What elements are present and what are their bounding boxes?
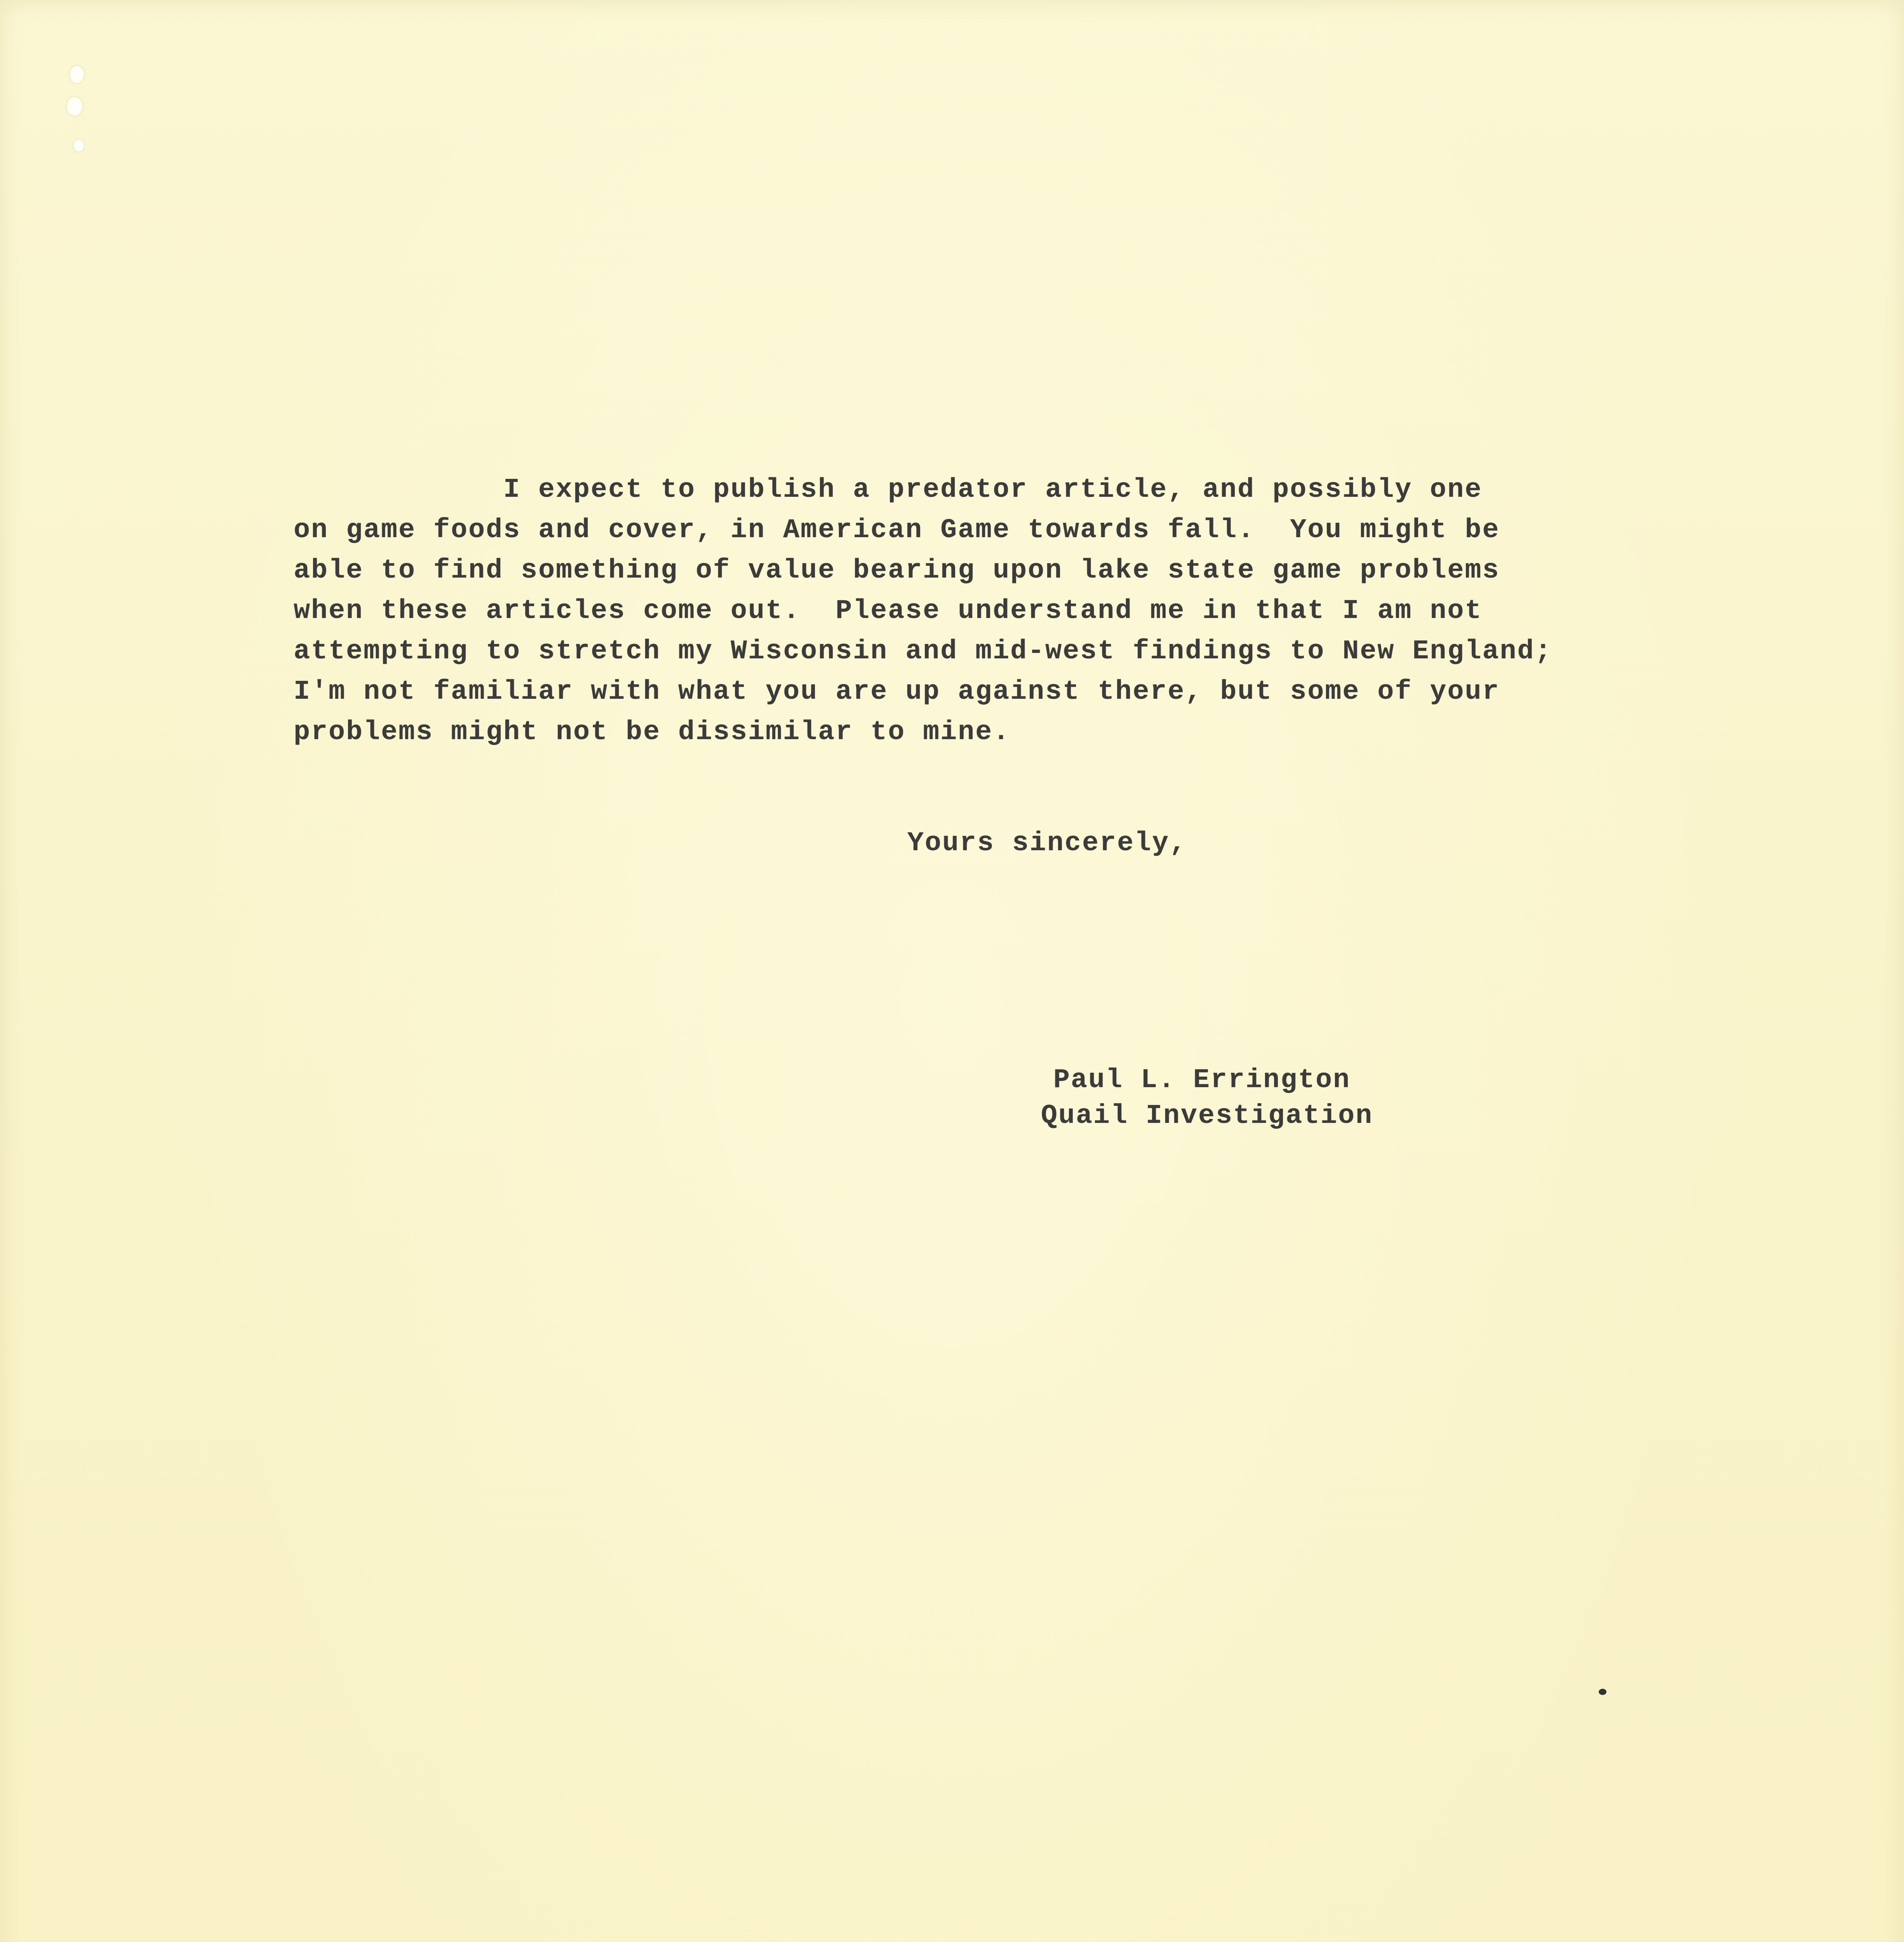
body-line: when these articles come out. Please understand me in that I am not xyxy=(294,596,1483,626)
letter-body xyxy=(294,470,1614,753)
body-line: attempting to stretch my Wisconsin and mid-west findings to New England; xyxy=(294,636,1552,667)
punch-hole-mark xyxy=(70,66,84,83)
ink-dot-mark xyxy=(1599,1689,1606,1695)
body-line: I'm not familiar with what you are up against there, but some of your xyxy=(294,677,1500,707)
body-line: on game foods and cover, in American Game towards fall. You might be xyxy=(294,515,1500,546)
punch-hole-mark xyxy=(74,140,84,151)
closing: Yours sincerely, xyxy=(907,828,1187,859)
body-line: problems might not be dissimilar to mine. xyxy=(294,717,1011,748)
signature-title: Quail Investigation xyxy=(1041,1101,1373,1131)
body-line: able to find something of value bearing upon lake state game problems xyxy=(294,555,1500,586)
signature-name: Paul L. Errington xyxy=(1053,1065,1351,1096)
body-line: I expect to publish a predator article, and possibly one xyxy=(503,475,1483,505)
punch-hole-mark xyxy=(67,97,82,116)
